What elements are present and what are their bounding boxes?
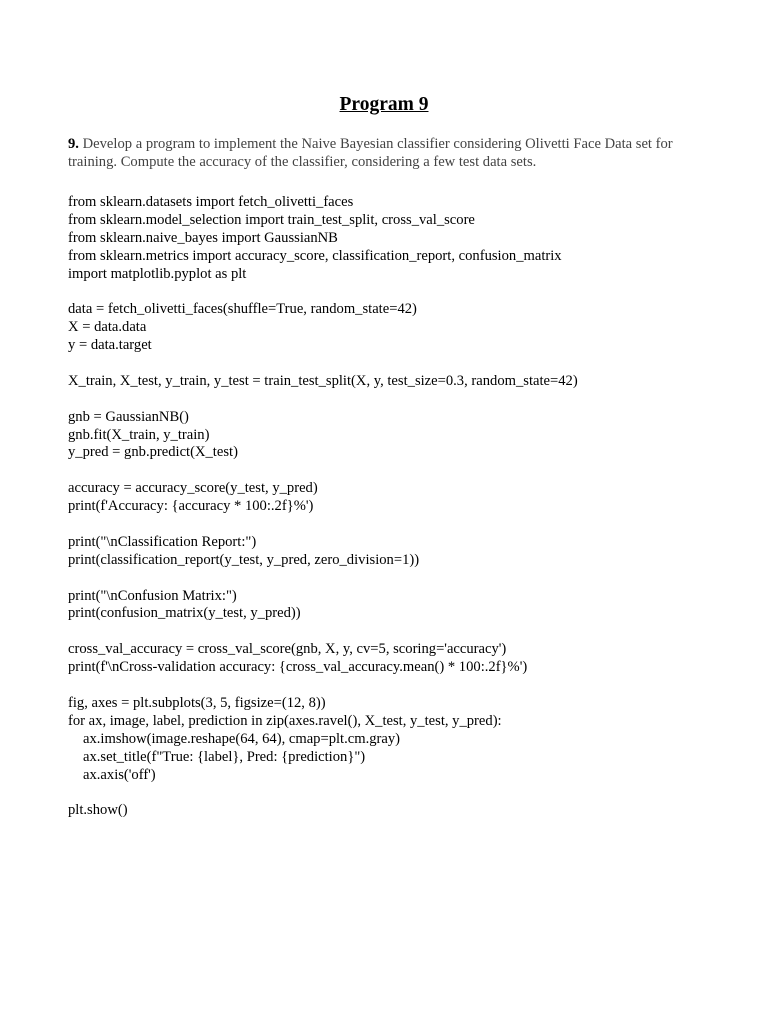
- blank-line: [68, 677, 728, 695]
- question-body: Develop a program to implement the Naive Bayesian classifier considering Olivetti Face Data set for training. Compute the accuracy of the classifier, considering a few test data sets.: [68, 136, 673, 170]
- code-line: from sklearn.datasets import fetch_olivetti_faces: [68, 194, 354, 210]
- question-number: 9.: [68, 136, 79, 152]
- code-line: accuracy = accuracy_score(y_test, y_pred): [68, 480, 318, 497]
- code-line: X = data.data: [68, 319, 147, 336]
- blank-line: [68, 391, 728, 409]
- code-line: print("\nClassification Report:"): [68, 533, 257, 550]
- code-line: print(classification_report(y_test, y_pred, zero_division=1)): [68, 551, 420, 568]
- code-line: from sklearn.model_selection import train_test_split, cross_val_score: [68, 211, 475, 228]
- code-line: gnb = GaussianNB(): [68, 408, 189, 425]
- blank-line: [68, 283, 728, 301]
- code-line: ax.axis('off'): [83, 766, 156, 783]
- code-line: ax.set_title(f"True: {label}, Pred: {prediction}"): [83, 748, 366, 765]
- blank-line: [68, 355, 728, 373]
- code-line: for ax, image, label, prediction in zip(axes.ravel(), X_test, y_test, y_pred):: [68, 712, 502, 729]
- code-line: print(confusion_matrix(y_test, y_pred)): [68, 605, 301, 622]
- code-line: cross_val_accuracy = cross_val_score(gnb, X, y, cv=5, scoring='accuracy'): [68, 641, 507, 658]
- code-line: ax.imshow(image.reshape(64, 64), cmap=plt.cm.gray): [83, 730, 401, 747]
- page-title: Program 9: [339, 94, 429, 115]
- code-line: from sklearn.metrics import accuracy_score, classification_report, confusion_matrix: [68, 247, 562, 264]
- code-line: y_pred = gnb.predict(X_test): [68, 444, 238, 461]
- blank-line: [68, 570, 728, 588]
- code-line: print(f'\nCross-validation accuracy: {cross_val_accuracy.mean() * 100:.2f}%'): [68, 659, 528, 676]
- code-line: from sklearn.naive_bayes import GaussianNB: [68, 229, 338, 246]
- blank-line: [68, 462, 728, 480]
- code-line: data = fetch_olivetti_faces(shuffle=True, random_state=42): [68, 301, 417, 318]
- code-block: [68, 194, 728, 820]
- code-line: fig, axes = plt.subplots(3, 5, figsize=(12, 8)): [68, 694, 326, 711]
- code-line: import matplotlib.pyplot as plt: [68, 265, 247, 282]
- code-line: print(f'Accuracy: {accuracy * 100:.2f}%'): [68, 498, 314, 515]
- blank-line: [68, 516, 728, 534]
- code-line: plt.show(): [68, 802, 128, 819]
- blank-line: [68, 623, 728, 641]
- blank-line: [68, 784, 728, 802]
- code-line: X_train, X_test, y_train, y_test = train_test_split(X, y, test_size=0.3, random_state=42): [68, 372, 578, 389]
- code-line: y = data.target: [68, 337, 152, 354]
- question-text: [68, 135, 708, 171]
- code-line: print("\nConfusion Matrix:"): [68, 587, 237, 604]
- code-line: gnb.fit(X_train, y_train): [68, 426, 210, 443]
